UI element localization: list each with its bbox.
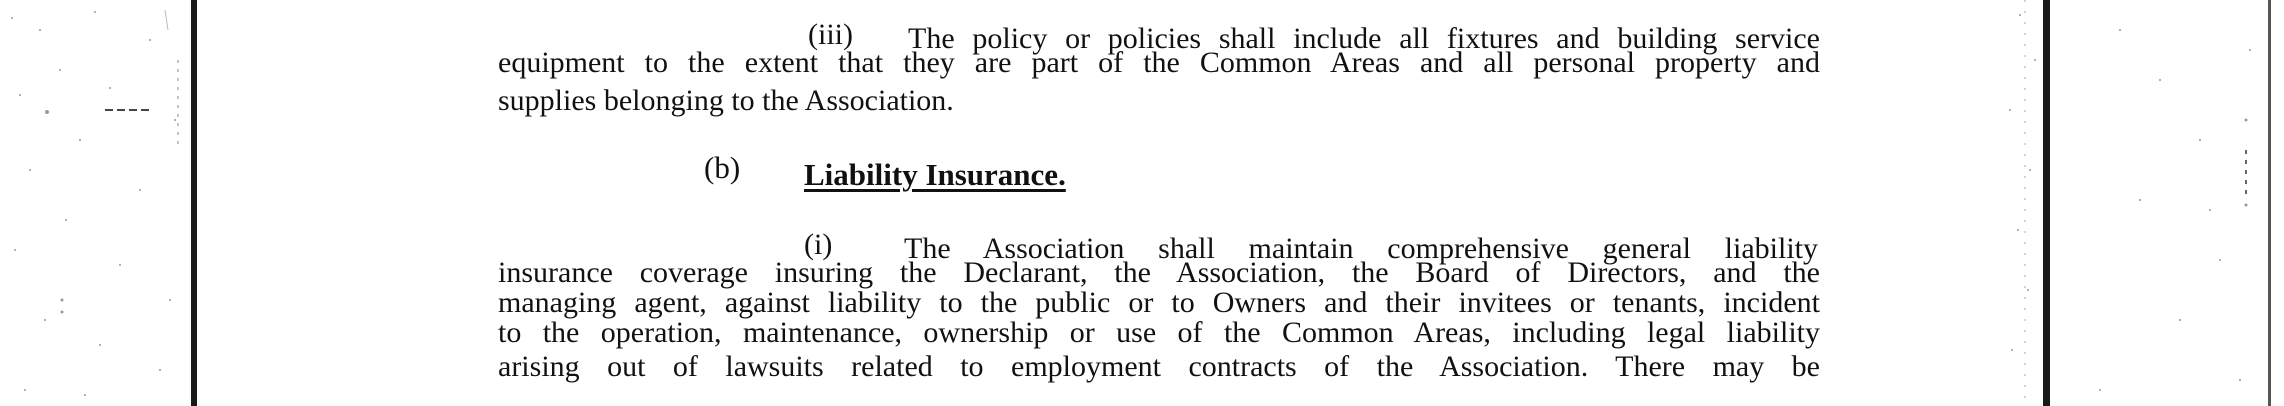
paragraph-iii-marker: (iii) (808, 18, 853, 51)
section-b-marker: (b) (704, 150, 741, 185)
paragraph-i-line-2: insurance coverage insuring the Declarant, the Association, the Board of Directors, and the (498, 256, 1820, 289)
paragraph-iii-line-1: The policy or policies shall include all fixtures and building service (908, 22, 1820, 55)
paragraph-iii-line-2: equipment to the extent that they are part of the Common Areas and all personal property and (498, 46, 1820, 79)
scan-noise-left (0, 0, 190, 406)
paragraph-iii-line-3: supplies belonging to the Association. (498, 84, 954, 117)
scan-noise-right (2000, 0, 2284, 406)
paragraph-i-line-4: to the operation, maintenance, ownership or use of the Common Areas, including legal liability (498, 316, 1820, 349)
paragraph-i-line-5: arising out of lawsuits related to employment contracts of the Association. There may be (498, 350, 1820, 383)
paragraph-i-line-3: managing agent, against liability to the public or to Owners and their invitees or tenants, incident (498, 286, 1820, 319)
paragraph-i-marker: (i) (804, 228, 833, 261)
paragraph-i-line-1: The Association shall maintain comprehensive general liability (904, 232, 1818, 265)
section-b-title: Liability Insurance. (804, 157, 1066, 192)
left-border-line (191, 0, 197, 406)
